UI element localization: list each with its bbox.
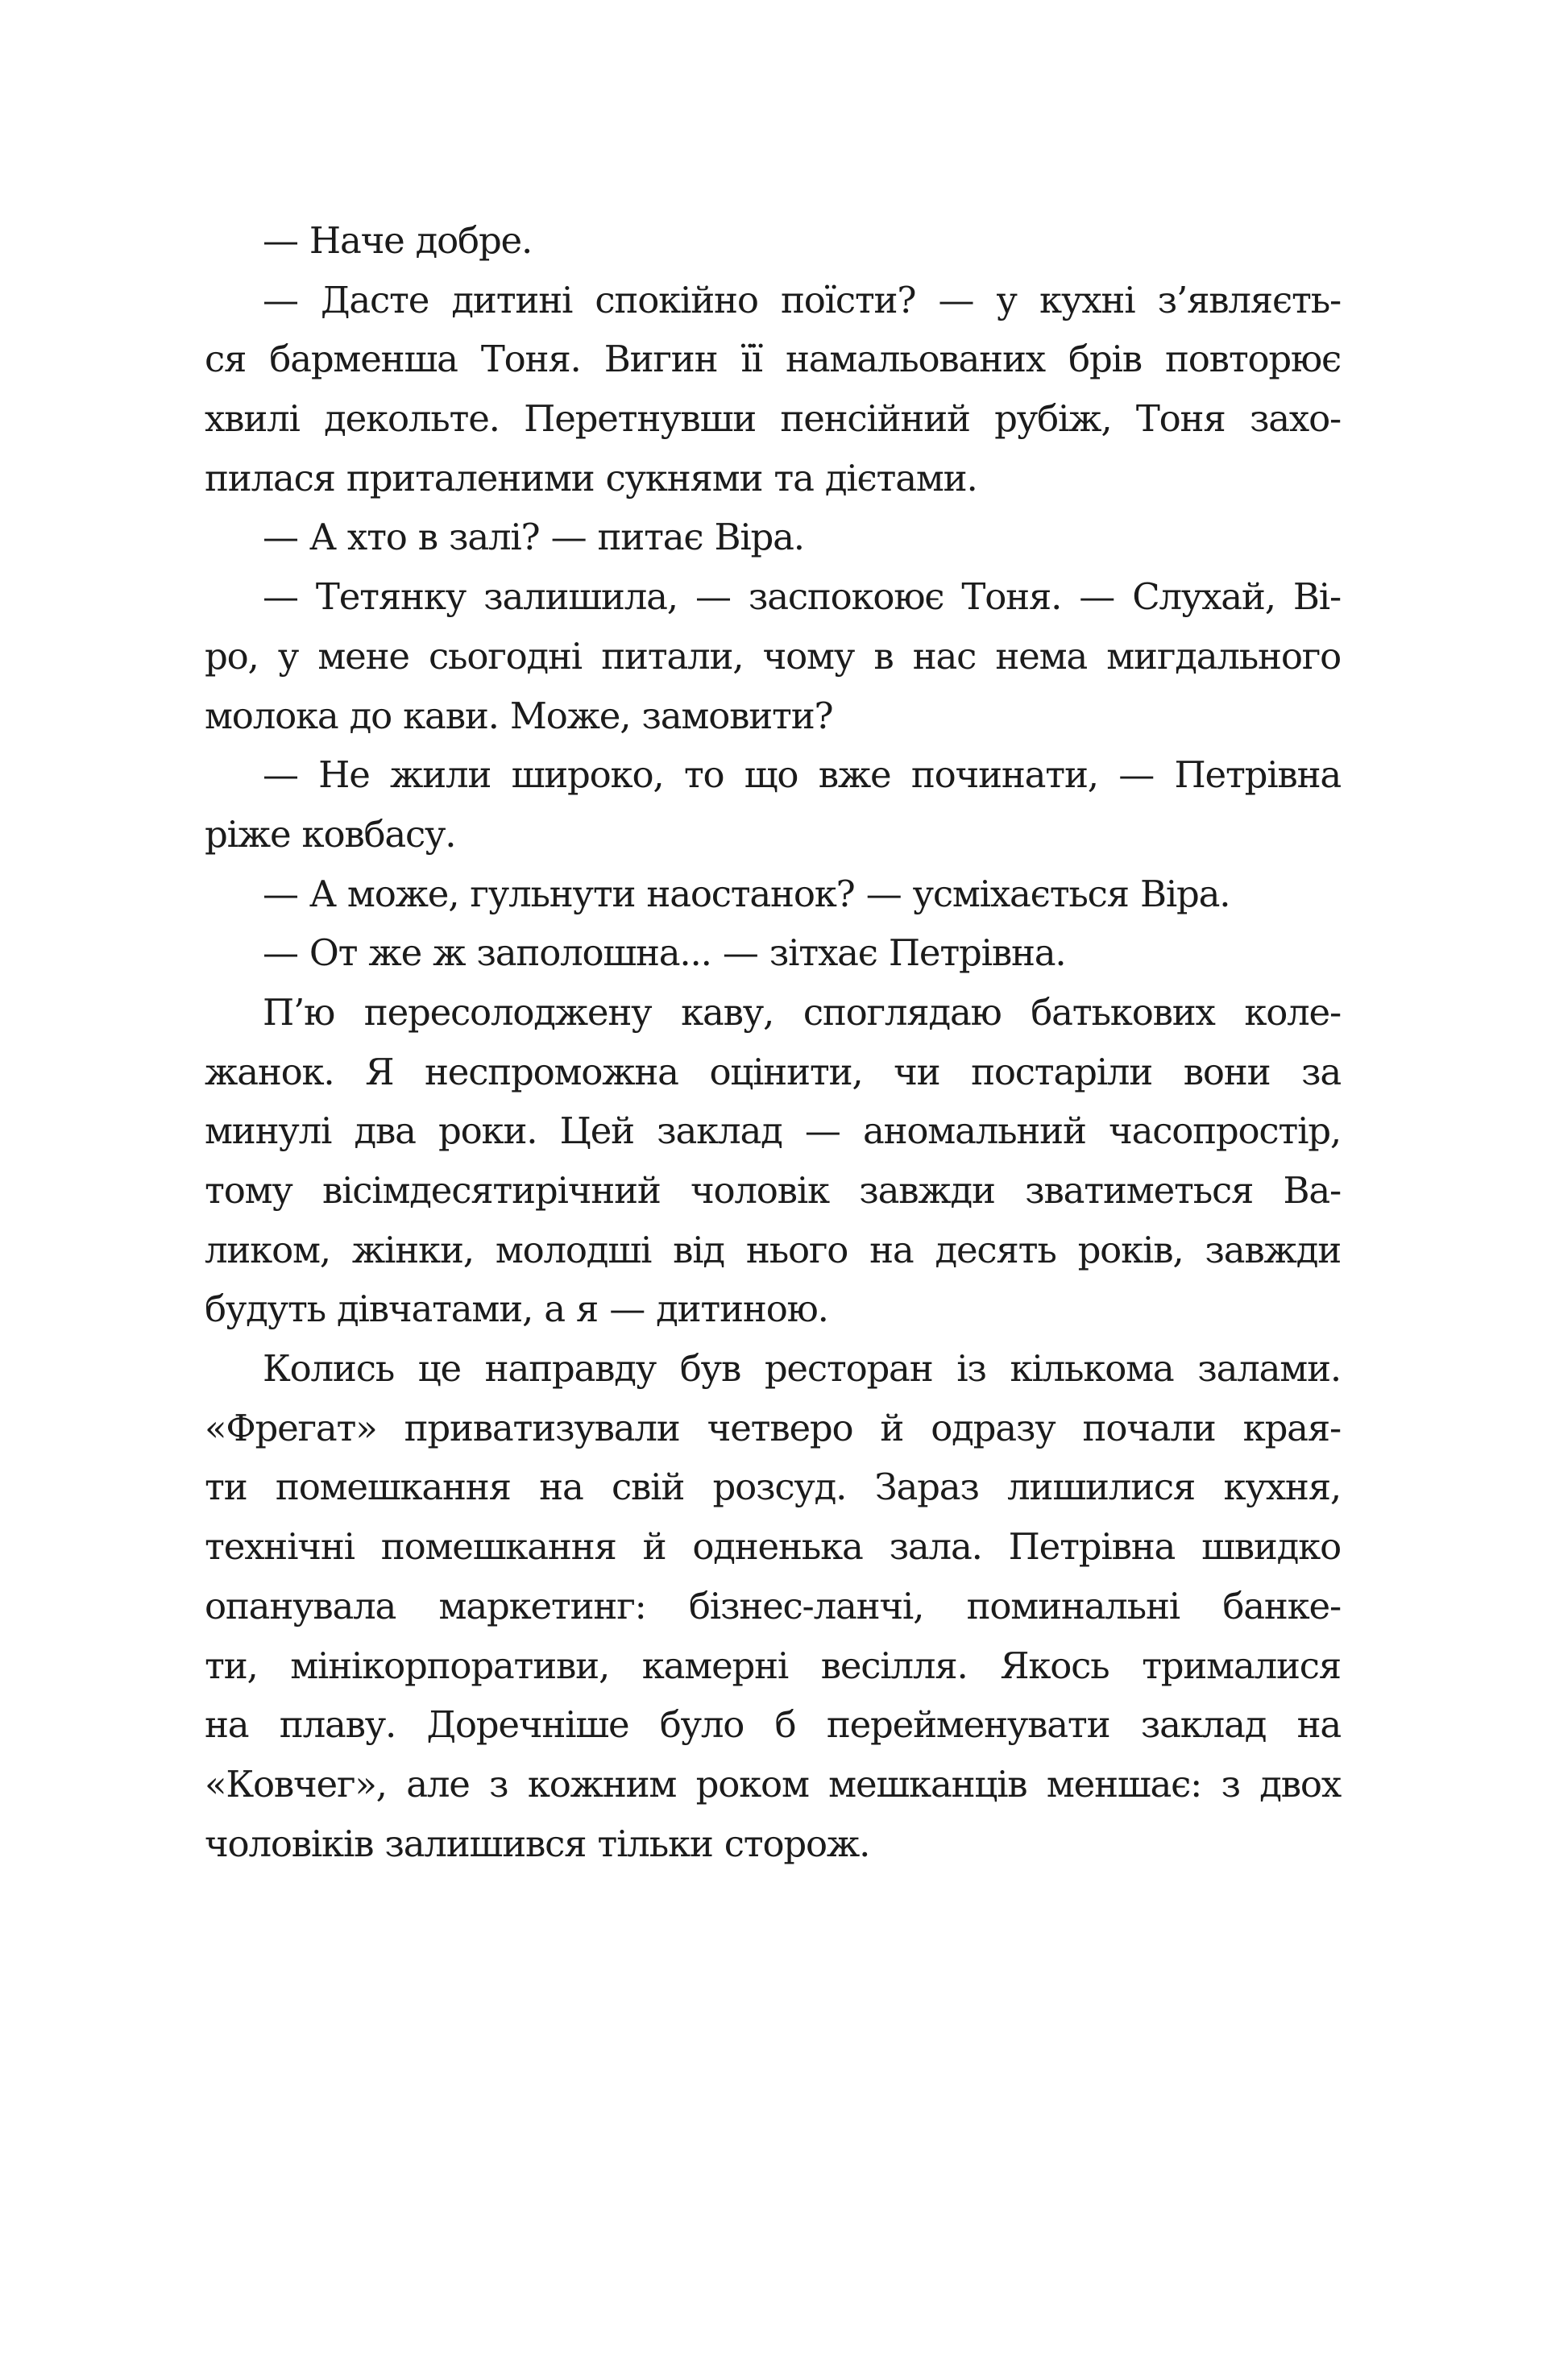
- text-line: пилася приталеними сукнями та дієтами.: [205, 456, 977, 500]
- text-line: ро, у мене сьогодні питали, чому в нас нема мигдального: [205, 634, 1341, 678]
- text-line: хвилі декольте. Перетнувши пенсійний рубіж, Тоня захо-: [205, 397, 1341, 441]
- text-line: ріже ковбасу.: [205, 812, 456, 856]
- text-line: — Наче добре.: [263, 219, 533, 262]
- text-line: опанувала маркетинг: бізнес-ланчі, поминальні банке-: [205, 1584, 1341, 1627]
- text-line: минулі два роки. Цей заклад — аномальний часопростір,: [205, 1109, 1341, 1153]
- text-line: Колись це направду був ресторан із кількома залами.: [263, 1347, 1341, 1391]
- text-line: чоловіків залишився тільки сторож.: [205, 1822, 870, 1865]
- text-line: на плаву. Доречніше було б перейменувати заклад на: [205, 1703, 1341, 1747]
- book-page: [205, 211, 1341, 1873]
- text-line: ликом, жінки, молодші від нього на десять років, завжди: [205, 1228, 1341, 1271]
- text-line: — Не жили широко, то що вже починати, — Петрівна: [263, 753, 1341, 797]
- text-line: ти, мінікорпоративи, камерні весілля. Якось трималися: [205, 1644, 1341, 1687]
- text-line: жанок. Я неспроможна оцінити, чи постаріли вони за: [205, 1050, 1341, 1093]
- text-line: «Ковчег», але з кожним роком мешканців меншає: з двох: [205, 1762, 1341, 1806]
- text-line: будуть дівчатами, а я — дитиною.: [205, 1287, 828, 1331]
- text-line: технічні помешкання й одненька зала. Петрівна швидко: [205, 1525, 1341, 1569]
- text-line: «Фрегат» приватизували четверо й одразу почали края-: [205, 1406, 1341, 1449]
- text-line: тому вісімдесятирічний чоловік завжди зватиметься Ва-: [205, 1169, 1341, 1212]
- text-line: ся барменша Тоня. Вигин її намальованих брів повторює: [205, 338, 1341, 381]
- text-line: — А може, гульнути наостанок? — усміхається Віра.: [263, 872, 1230, 915]
- text-line: — Тетянку залишила, — заспокоює Тоня. — Слухай, Ві-: [263, 575, 1341, 619]
- text-line: П’ю пересолоджену каву, споглядаю батькових коле-: [263, 990, 1341, 1034]
- text-line: молока до кави. Може, замовити?: [205, 694, 833, 737]
- text-line: — Даcте дитині спокійно поїсти? — у кухні з’являєть-: [263, 278, 1341, 321]
- text-line: — А хто в залі? — питає Віра.: [263, 516, 804, 559]
- text-line: — От же ж заполошна... — зітхає Петрівна.: [263, 931, 1066, 975]
- text-line: ти помешкання на свій розсуд. Зараз лишилися кухня,: [205, 1466, 1341, 1509]
